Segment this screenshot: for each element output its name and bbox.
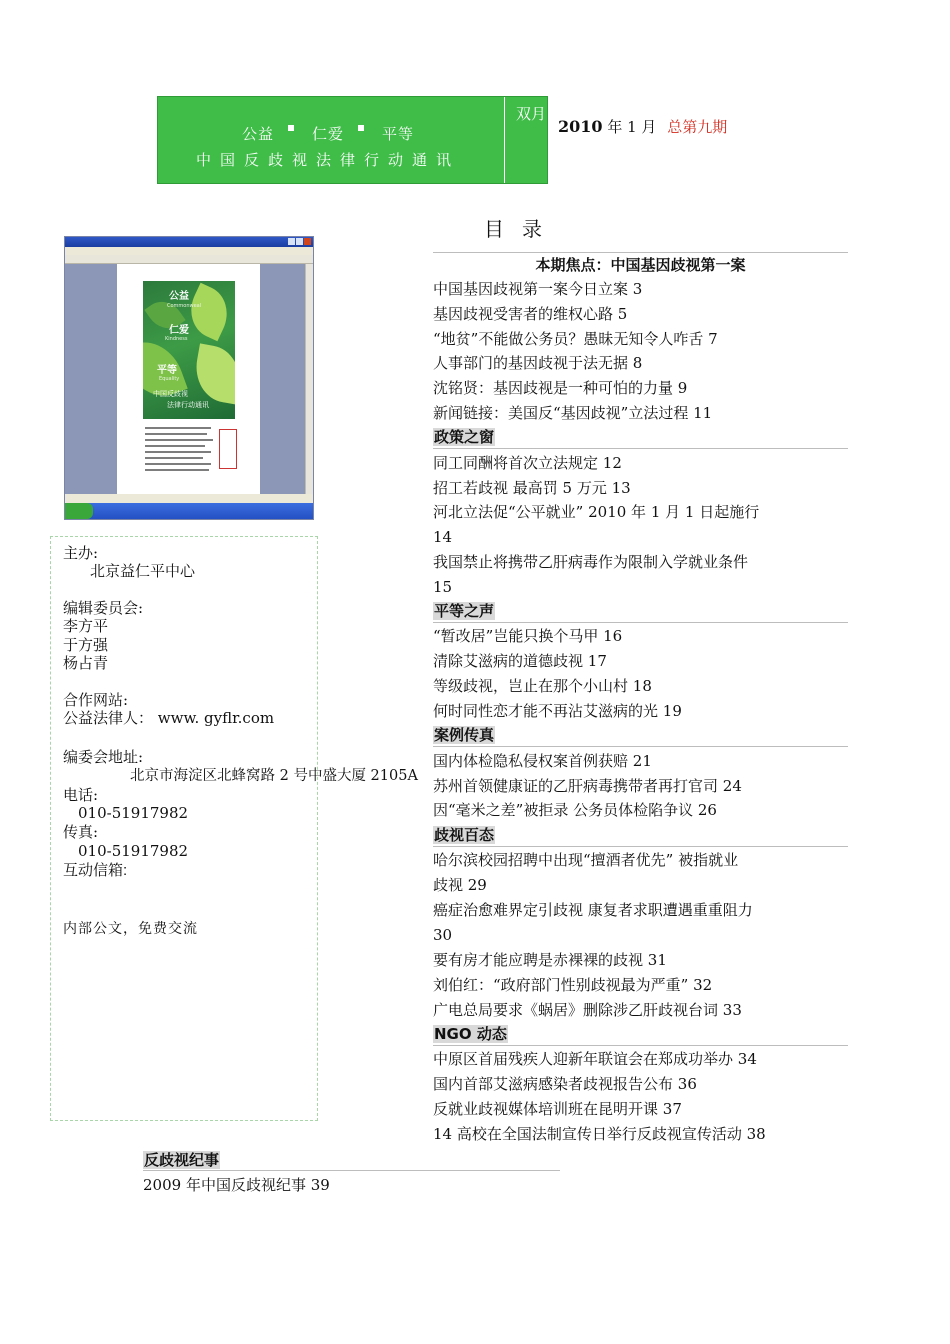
toc-entry[interactable]: “地贫”不能做公务员？愚昧无知令人咋舌 7 xyxy=(433,330,718,348)
thumb-taskbar xyxy=(65,503,313,519)
cover-thumbnail-image xyxy=(64,236,314,520)
editor-3: 杨占青 xyxy=(63,654,109,672)
issue-info xyxy=(558,116,727,137)
thumb-scrollbar xyxy=(305,264,313,494)
banner-word-commonweal: 公益 xyxy=(241,125,274,143)
toc-title: 目录 xyxy=(484,217,560,241)
toc-entry[interactable]: 苏州首领健康证的乙肝病毒携带者再打官司 24 xyxy=(433,777,742,795)
issue-year: 2010 xyxy=(558,117,603,136)
address-label: 编委会地址: xyxy=(63,748,144,766)
toc-entry[interactable]: 中国基因歧视第一案今日立案 3 xyxy=(433,280,643,298)
editor-2: 于方强 xyxy=(63,636,109,654)
sponsor-name: 北京益仁平中心 xyxy=(90,562,196,580)
toc-entry[interactable]: 国内体检隐私侵权案首例获赔 21 xyxy=(433,752,652,770)
thumb-cover-word3: 平等 xyxy=(157,365,177,376)
toc-section-policy: 政策之窗 xyxy=(433,426,848,449)
toc-entry[interactable]: “暂改居”岂能只换个马甲 16 xyxy=(433,627,623,645)
fax-number: 010-51917982 xyxy=(78,842,189,860)
thumb-cover-art xyxy=(143,281,235,419)
editor-1: 李方平 xyxy=(63,617,109,635)
fax-label: 传真: xyxy=(63,823,99,841)
thumb-cover-word2-en: Kindness xyxy=(165,336,188,342)
toc-entry[interactable]: 等级歧视，岂止在那个小山村 18 xyxy=(433,677,652,695)
toc-entry-page[interactable]: 15 xyxy=(433,578,453,596)
toc-entry[interactable]: 因“毫米之差”被拒录 公务员体检陷争议 26 xyxy=(433,801,717,819)
toc-entry[interactable]: 刘伯红：“政府部门性别歧视最为严重” 32 xyxy=(433,976,713,994)
thumb-cover-word1: 公益 xyxy=(169,291,189,302)
toc-section-discrimination: 歧视百态 xyxy=(433,824,848,847)
bullet-square-icon xyxy=(288,125,294,131)
bullet-square-icon xyxy=(358,125,364,131)
toc-entry[interactable]: 反就业歧视媒体培训班在昆明开课 37 xyxy=(433,1100,682,1118)
mailbox-label: 互动信箱: xyxy=(63,862,128,879)
toc-entry[interactable]: 14 高校在全国法制宣传日举行反歧视宣传活动 38 xyxy=(433,1125,766,1143)
header-banner xyxy=(157,96,548,184)
circulation-note: 内部公文，免费交流 xyxy=(63,921,198,937)
thumb-cover-word2: 仁爱 xyxy=(169,325,189,336)
toc-entry[interactable]: 同工同酬将首次立法规定 12 xyxy=(433,454,622,472)
thumb-cover-word3-en: Equality xyxy=(159,376,180,382)
partner-label: 合作网站: xyxy=(63,691,129,709)
banner-subtitle: 中国反歧视法律行动通讯 xyxy=(195,151,460,169)
thumb-cover-word1-en: Commonweal xyxy=(167,303,202,309)
thumb-titlebar xyxy=(65,237,313,247)
toc-section-focus: 本期焦点：中国基因歧视第一案 xyxy=(433,252,848,277)
phone-number: 010-51917982 xyxy=(78,804,189,822)
toc-entry-page[interactable]: 14 xyxy=(433,528,453,546)
toc-entry[interactable]: 歧视 29 xyxy=(433,876,487,894)
partner-site: 公益法律人： www. gyflr.com xyxy=(63,709,275,727)
editors-label: 编辑委员会: xyxy=(63,599,144,617)
toc-section-equality: 平等之声 xyxy=(433,600,848,623)
thumb-cover-title-line1: 中国反歧视 xyxy=(153,390,188,398)
toc-entry[interactable]: 癌症治愈难界定引歧视 康复者求职遭遇重重阻力 xyxy=(433,901,753,919)
toc-section-chronicle: 反歧视纪事 xyxy=(143,1150,560,1171)
toc-entry[interactable]: 清除艾滋病的道德歧视 17 xyxy=(433,652,607,670)
banner-divider xyxy=(504,97,505,183)
thumb-toolbar xyxy=(65,255,313,264)
toc-entry[interactable]: 沈铭贤：基因歧视是一种可怕的力量 9 xyxy=(433,379,688,397)
sponsor-label: 主办: xyxy=(63,544,99,562)
toc-entry[interactable]: 招工若歧视 最高罚 5 万元 13 xyxy=(433,479,631,497)
toc-section-cases: 案例传真 xyxy=(433,724,848,747)
thumb-cover-title xyxy=(153,389,209,411)
thumb-start-button xyxy=(65,503,93,519)
address: 北京市海淀区北蜂窝路 2 号中盛大厦 2105A xyxy=(130,768,418,784)
issue-month: 年 1 月 xyxy=(607,118,657,136)
thumb-stamp xyxy=(219,429,237,469)
thumb-statusbar xyxy=(65,494,313,503)
banner-word-kindness: 仁爱 xyxy=(311,125,344,143)
toc-entry[interactable]: 中原区首届残疾人迎新年联谊会在郑成功举办 34 xyxy=(433,1050,757,1068)
toc-entry[interactable]: 基因歧视受害者的维权心路 5 xyxy=(433,305,628,323)
toc-section-ngo: NGO 动态 xyxy=(433,1023,848,1046)
thumb-cover-title-line2: 法律行动通讯 xyxy=(167,401,209,409)
toc-entry[interactable]: 国内首部艾滋病感染者歧视报告公布 36 xyxy=(433,1075,697,1093)
banner-word-equality: 平等 xyxy=(382,125,415,143)
toc-entry-page[interactable]: 30 xyxy=(433,926,453,944)
thumb-menubar xyxy=(65,247,313,255)
banner-motto xyxy=(158,123,498,144)
toc-entry[interactable]: 广电总局要求《蜗居》删除涉乙肝歧视台词 33 xyxy=(433,1001,742,1019)
toc-entry[interactable]: 新闻链接：美国反“基因歧视”立法过程 11 xyxy=(433,404,713,422)
toc-entry[interactable]: 哈尔滨校园招聘中出现“擅酒者优先” 被指就业 xyxy=(433,851,739,869)
toc-entry[interactable]: 我国禁止将携带乙肝病毒作为限制入学就业条件 xyxy=(433,553,749,571)
toc-entry[interactable]: 河北立法促“公平就业” 2010 年 1 月 1 日起施行 xyxy=(433,503,760,521)
issue-number: 总第九期 xyxy=(667,118,728,136)
toc-entry[interactable]: 何时同性恋才能不再沾艾滋病的光 19 xyxy=(433,702,682,720)
toc-entry[interactable]: 要有房才能应聘是赤裸裸的歧视 31 xyxy=(433,951,667,969)
phone-label: 电话: xyxy=(63,786,99,804)
toc-entry[interactable]: 2009 年中国反歧视纪事 39 xyxy=(143,1176,330,1194)
toc-entry[interactable]: 人事部门的基因歧视于法无据 8 xyxy=(433,354,643,372)
banner-frequency: 双月 xyxy=(516,105,547,123)
